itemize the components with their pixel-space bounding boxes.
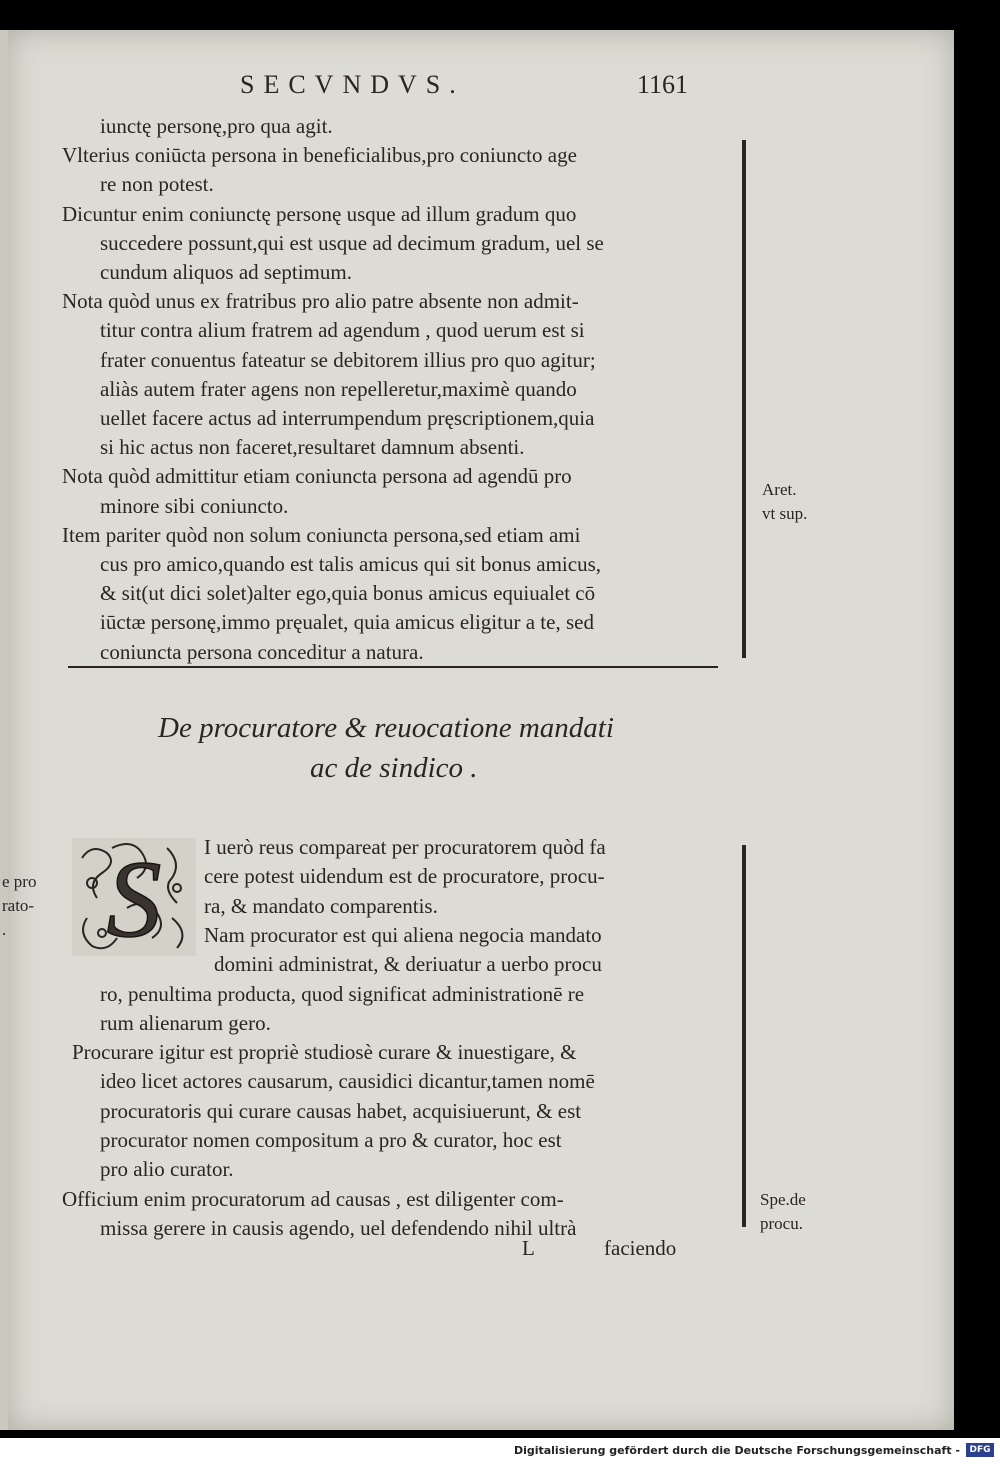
text-line: Nam procurator est qui aliena negocia mandato [204,922,602,947]
text-line: si hic actus non faceret,resultaret damnum absenti. [100,435,525,460]
text-line: cere potest uidendum est de procuratore, procu- [204,864,605,889]
text-line: iunctę personę,pro qua agit. [100,114,333,138]
margin-note-aret [762,478,807,526]
text-line: pro alio curator. [100,1157,234,1182]
text-line: domini administrat, & deriuatur a uerbo procu [214,952,602,977]
catchword: faciendo [604,1236,677,1260]
text-line: frater conuentus fateatur se debitorem illius pro quo agitur; [100,347,596,372]
text-line: Dicuntur enim coniunctę personę usque ad illum gradum quo [62,201,577,226]
text-line: & sit(ut dici solet)alter ego,quia bonus amicus equiualet cō [100,581,596,606]
text-line: titur contra alium fratrem ad agendum , quod uerum est si [100,318,585,343]
text-line: cundum aliquos ad septimum. [100,260,352,284]
text-line: aliàs autem frater agens non repelleretur,maximè quando [100,376,577,401]
running-head: SECVNDVS. [240,70,465,99]
margin-bracket-1 [742,140,746,658]
funding-credit: Digitalisierung gefördert durch die Deutsche Forschungsgemeinschaft - [513,1444,960,1457]
text-line: minore sibi coniuncto. [100,493,289,518]
section-heading-line1: De procuratore & reuocatione mandati [158,712,614,744]
facing-note-line: e pro [2,872,37,891]
text-line: rum alienarum gero. [100,1010,271,1035]
text-line: uellet facere actus ad interrumpendum pręscriptionem,quia [100,406,595,430]
margin-note-line: Spe.de [760,1190,806,1209]
text-line: ra, & mandato comparentis. [204,893,438,918]
text-line: Nota quòd admittitur etiam coniuncta persona ad agendū pro [62,464,572,489]
text-line: succedere possunt,qui est usque ad decimum gradum, uel se [100,230,604,255]
page-number: 1161 [637,70,689,99]
text-line: coniuncta persona conceditur a natura. [100,639,424,664]
text-line: iūctæ personę,immo pręualet, quia amicus eligitur a te, sed [100,610,594,635]
text-line: cus pro amico,quando est talis amicus qui sit bonus amicus, [100,552,602,576]
margin-note-speculum [760,1188,806,1236]
margin-note-line: Aret. [762,480,797,499]
text-line: Nota quòd unus ex fratribus pro alio patre absente non admit- [62,289,579,314]
signature-mark: L [522,1236,535,1260]
text-line: Procurare igitur est propriè studiosè curare & inuestigare, & [72,1040,577,1065]
facing-note-line: . [2,920,7,939]
text-line: re non potest. [100,172,214,197]
margin-bracket-2 [742,845,746,1227]
text-line: procurator nomen compositum a pro & curator, hoc est [100,1128,562,1152]
svg-text:S: S [106,838,162,956]
text-line: I uerò reus compareat per procuratorem quòd fa [204,835,606,859]
section-rule [68,666,718,668]
margin-note-line: vt sup. [762,504,808,523]
text-line: ideo licet actores causarum, causidici dicantur,tamen nomē [100,1069,595,1094]
facing-page-note [2,870,36,942]
text-line: procuratoris qui curare causas habet, acquisiuerunt, & est [100,1098,582,1123]
decorated-initial-s-icon [72,838,196,956]
section-heading-line2: ac de sindico . [310,752,478,784]
text-line: Officium enim procuratorum ad causas , est diligenter com- [62,1186,564,1211]
facing-note-line: rato- [2,896,35,915]
text-line: ro, penultima producta, quod significat administrationē re [100,981,585,1006]
text-line: missa gerere in causis agendo, uel defendendo nihil ultrà [100,1215,577,1240]
text-line: Item pariter quòd non solum coniuncta persona,sed etiam ami [62,522,581,547]
dfg-logo-icon: DFG [966,1443,994,1457]
margin-note-line: procu. [760,1214,803,1233]
footer-bar [0,1438,1000,1464]
text-line: Vlterius coniūcta persona in beneficialibus,pro coniuncto age [62,143,577,168]
